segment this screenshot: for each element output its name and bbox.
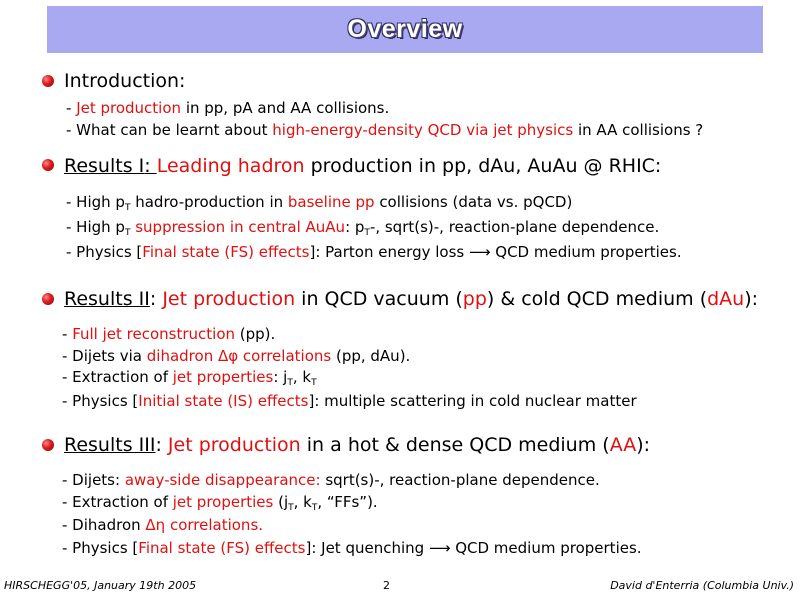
- bullet-icon: [42, 75, 54, 87]
- results3-item-4: - Physics [Final state (FS) effects]: Jet quenching ⟶ QCD medium properties.: [62, 539, 642, 557]
- intro-heading-text: Introduction:: [64, 70, 186, 92]
- results1-heading: Results I: Leading hadron production in pp, dAu, AuAu @ RHIC:: [64, 155, 662, 177]
- intro-heading: [64, 70, 185, 92]
- page-number: 2: [383, 579, 390, 592]
- bullet-icon: [42, 159, 54, 171]
- footer-left: HIRSCHEGG'05, January 19th 2005: [4, 579, 197, 592]
- title-bar: [47, 6, 763, 53]
- intro-item-1: - Jet production in pp, pA and AA collisions.: [66, 99, 390, 117]
- intro-item-2: - What can be learnt about high-energy-density QCD via jet physics in AA collisions ?: [66, 121, 704, 139]
- results2-item-2: - Dijets via dihadron Δφ correlations (pp, dAu).: [62, 347, 411, 365]
- results3-heading: Results III: Jet production in a hot & dense QCD medium (AA):: [64, 434, 651, 456]
- results3-item-2: - Extraction of jet properties ($j_T$, $k_T$, “FFs”).: [62, 493, 378, 513]
- results1-item-1: - High $p_T$ hadro-production in baseline pp collisions (data vs. pQCD): [66, 193, 573, 213]
- results3-item-1: - Dijets: away-side disappearance: sqrt(s)-, reaction-plane dependence.: [62, 471, 600, 489]
- results2-item-3: - Extraction of jet properties: $j_T$, $k_T$: [62, 368, 317, 388]
- results3-item-3: - Dihadron Δη correlations.: [62, 516, 264, 534]
- bullet-icon: [42, 439, 54, 451]
- results1-item-2: - High $p_T$ suppression in central AuAu: $p_T-$, sqrt(s)-, reaction-plane dependence.: [66, 218, 660, 238]
- results2-item-4: - Physics [Initial state (IS) effects]: multiple scattering in cold nuclear matter: [62, 392, 637, 410]
- results2-heading: Results II: Jet production in QCD vacuum (pp) & cold QCD medium (dAu):: [64, 288, 759, 310]
- results1-item-3: - Physics [Final state (FS) effects]: Parton energy loss ⟶ QCD medium properties.: [66, 243, 682, 261]
- results2-item-1: - Full jet reconstruction (pp).: [62, 325, 276, 343]
- bullet-icon: [42, 293, 54, 305]
- footer-right: David d'Enterria (Columbia Univ.): [610, 579, 794, 592]
- slide-title: Overview: [347, 15, 463, 43]
